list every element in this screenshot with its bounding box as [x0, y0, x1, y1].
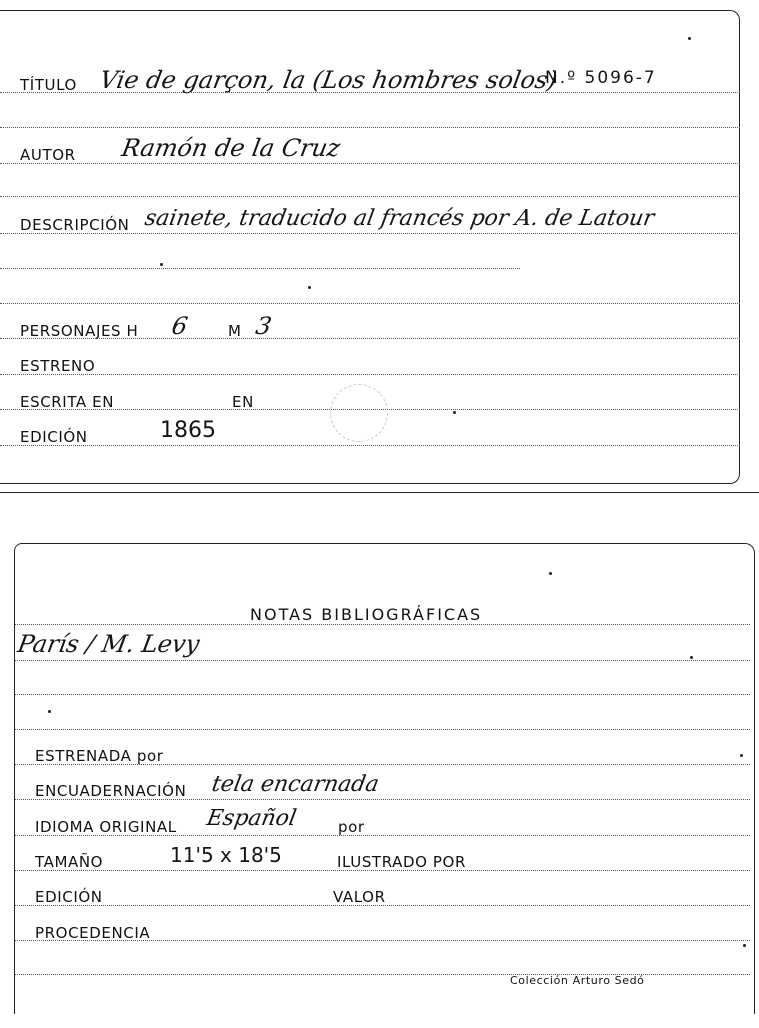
collection-footer: Colección Arturo Sedó [510, 974, 645, 987]
tamano-label: TAMAÑO [35, 853, 104, 871]
estreno-rule [0, 374, 740, 375]
autor-rule [0, 163, 740, 164]
encuadernacion-label: ENCUADERNACIÓN [35, 782, 187, 800]
idioma-value: Español [204, 806, 299, 831]
idioma-label: IDIOMA ORIGINAL [35, 818, 177, 836]
ilustrado-label: ILUSTRADO POR [337, 853, 466, 871]
notas-rule [15, 624, 750, 625]
escrita-label: ESCRITA EN [20, 393, 115, 411]
autor-value: Ramón de la Cruz [119, 134, 343, 162]
personajes-m-value: 3 [253, 312, 274, 340]
personajes-label: PERSONAJES H [20, 322, 139, 340]
speck [160, 263, 163, 266]
personajes-rule [0, 338, 740, 339]
estreno-label: ESTRENO [20, 357, 96, 375]
rule-6 [0, 268, 520, 269]
tamano-value: 11'5 x 18'5 [170, 843, 282, 867]
edicion2-label: EDICIÓN [35, 888, 103, 906]
estrenada-label: ESTRENADA por [35, 747, 164, 765]
edicion1-label: EDICIÓN [20, 428, 88, 446]
personajes-m-label: M [228, 322, 242, 340]
estrenada-rule [15, 764, 750, 765]
descripcion-rule [0, 233, 740, 234]
speck [453, 411, 456, 414]
speck [688, 37, 691, 40]
stamp-mark [330, 384, 388, 442]
rule-n4 [15, 729, 750, 730]
encuadernacion-rule [15, 799, 750, 800]
edicion1-value: 1865 [160, 418, 216, 443]
descripcion-label: DESCRIPCIÓN [20, 216, 130, 234]
card-separator [0, 492, 759, 493]
speck [690, 656, 693, 659]
speck [549, 572, 552, 575]
edicion1-rule [0, 445, 740, 446]
procedencia-label: PROCEDENCIA [35, 924, 151, 942]
rule-2 [0, 127, 740, 128]
valor-label: VALOR [333, 888, 386, 906]
rule-n2 [15, 660, 750, 661]
idioma-rule [15, 835, 750, 836]
speck [743, 944, 746, 947]
descripcion-value: sainete, traducido al francés por A. de Latour [142, 206, 657, 231]
procedencia-rule [15, 940, 750, 941]
titulo-number: N.º 5096-7 [545, 68, 657, 88]
speck [308, 286, 311, 289]
autor-label: AUTOR [20, 146, 76, 164]
encuadernacion-value: tela encarnada [209, 772, 381, 797]
tamano-rule [15, 870, 750, 871]
notas-value: París / M. Levy [15, 630, 202, 658]
edicion2-rule [15, 905, 750, 906]
titulo-label: TÍTULO [20, 76, 77, 94]
titulo-rule [0, 92, 740, 93]
idioma-por-label: por [338, 818, 365, 836]
speck [740, 754, 743, 757]
escrita-en-label: EN [232, 393, 254, 411]
rule-7 [0, 303, 740, 304]
speck [48, 710, 51, 713]
rule-4 [0, 196, 740, 197]
personajes-h-value: 6 [169, 312, 190, 340]
titulo-value: Vie de garçon, la (Los hombres solos) [97, 66, 560, 94]
notas-title: NOTAS BIBLIOGRÁFICAS [250, 605, 483, 624]
rule-n3 [15, 694, 750, 695]
